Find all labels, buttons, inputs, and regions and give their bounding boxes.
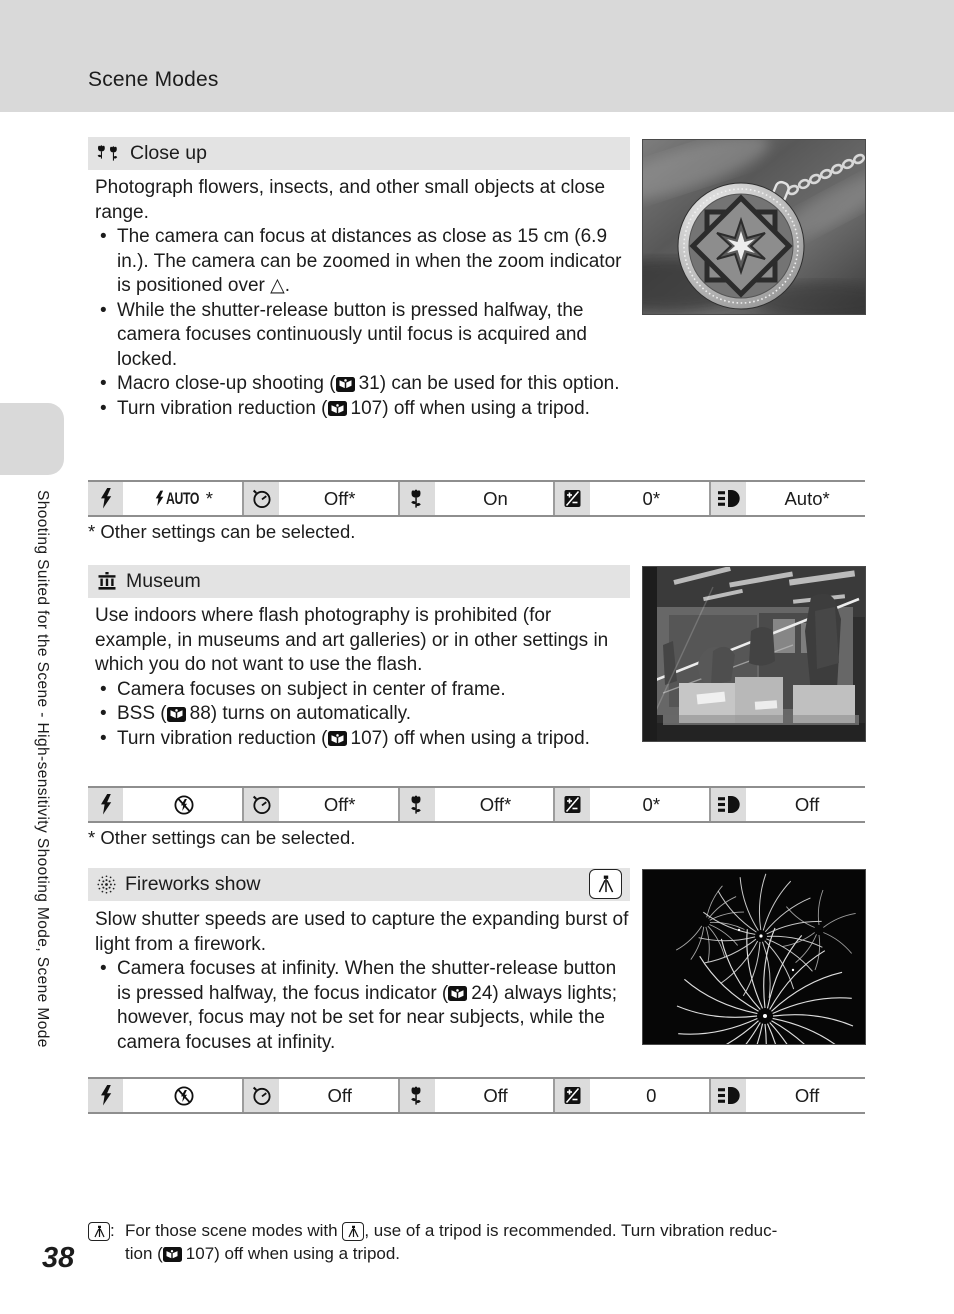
tulips-icon [97,144,121,163]
macro-setting [398,1079,554,1112]
fireworks-intro: Slow shutter speeds are used to capture the expanding burst of light from a firework. [95,909,629,955]
page-ref-icon [163,1247,182,1262]
close-up-bullets [95,225,632,421]
chapter-vertical-label: Shooting Suited for the Scene - High-sensitivity Shooting Mode, Scene Mode [34,490,51,1048]
flash-setting [88,788,242,821]
fireworks-settings-table [88,1077,865,1114]
self-timer-value: Off [327,1084,352,1106]
museum-intro: Use indoors where flash photography is prohibited (for example, in museums and art galleries) or in other settings in which you do not want to use the flash. [95,605,609,675]
fireworks-icon [97,875,116,894]
flash-value [126,788,242,821]
museum-settings-table [88,786,865,823]
section-header-museum [88,565,630,598]
self-timer-icon [244,788,282,821]
exposure-compensation-icon [555,1079,593,1112]
flash-setting [88,1079,242,1112]
tripod-footnote [88,1220,870,1265]
macro-icon [400,1079,438,1112]
fireworks-bullets [95,957,632,1055]
exposure-compensation-icon [555,482,593,515]
flash-icon [88,482,126,515]
section-title: Fireworks show [125,873,261,895]
macro-setting [398,788,554,821]
bullet: • Macro close-up shooting ( 31) can be used for this option. [95,372,632,397]
flash-off-icon [173,794,195,816]
page-ref-icon [448,986,467,1001]
page-ref-icon [167,707,186,722]
exposure-compensation-value: 0 [646,1084,657,1106]
section-header-fireworks-show [88,868,630,901]
section-header-close-up [88,137,630,170]
af-assist-icon [711,1079,749,1112]
flash-value: AUTO * [126,482,242,515]
page-ref-icon [328,731,347,746]
museum-sample-photo [642,566,866,742]
self-timer-setting [242,482,398,515]
af-assist-value: Off [794,1084,820,1106]
af-assist-setting [709,482,865,515]
self-timer-icon [244,482,282,515]
self-timer-setting [242,1079,398,1112]
bullet: • BSS ( 88) turns on automatically. [95,702,632,727]
bullet: • Turn vibration reduction ( 107) off when using a tripod. [95,727,632,752]
flash-bolt-icon [155,490,164,507]
bullet: • Camera focuses on subject in center of frame. [95,678,632,703]
bullet: • The camera can focus at distances as close as 15 cm (6.9 in.). The camera can be zoomed in when the zoom indicator is positioned over △. [95,225,632,299]
close-up-sample-photo [642,139,866,315]
close-up-body [95,176,632,421]
macro-icon [400,482,438,515]
fireworks-body [95,908,632,1055]
bullet: • Camera focuses at infinity. When the shutter-release button is pressed halfway, the focus indicator ( 24) always lights; however, focus may not be set for near subjects, while the camera focuses at infinity. [95,957,632,1055]
chapter-band [0,0,954,112]
macro-icon [400,788,438,821]
bullet: • While the shutter-release button is pressed halfway, the camera focuses continuously until focus is acquired and locked. [95,299,632,373]
af-assist-icon [711,482,749,515]
self-timer-setting [242,788,398,821]
settings-footnote: * Other settings can be selected. [88,521,356,542]
section-title: Close up [130,142,207,164]
af-assist-icon [711,788,749,821]
flash-setting [88,482,242,515]
macro-value: Off* [479,793,512,815]
flash-icon [88,788,126,821]
fireworks-sample-photo [642,869,866,1045]
tripod-icon [88,1222,110,1241]
exposure-compensation-value: 0* [642,487,661,509]
tripod-footnote-text: For those scene modes with , use of a tripod is recommended. Turn vibration reduc- tion ( 107) off when using a tripod. [125,1221,778,1263]
bullet: • Turn vibration reduction ( 107) off when using a tripod. [95,397,632,422]
museum-icon [97,572,117,591]
section-title: Museum [126,570,201,592]
close-up-settings-table [88,480,865,517]
self-timer-value: Off* [323,793,356,815]
page-number: 38 [42,1242,75,1274]
tripod-footnote-lead: : [88,1220,125,1265]
museum-body [95,604,632,751]
af-assist-setting [709,1079,865,1112]
close-up-intro: Photograph flowers, insects, and other small objects at close range. [95,177,606,223]
page-ref-icon [328,401,347,416]
museum-bullets [95,678,632,752]
af-assist-setting [709,788,865,821]
page-title: Scene Modes [88,68,219,91]
af-assist-value: Off [794,793,820,815]
chapter-tab [0,403,64,475]
tripod-icon [342,1222,364,1241]
exposure-compensation-icon [555,788,593,821]
flash-value [126,1079,242,1112]
af-assist-value: Auto* [784,487,830,509]
exposure-compensation-value: 0* [642,793,661,815]
self-timer-icon [244,1079,282,1112]
flash-off-icon [173,1085,195,1107]
macro-value: On [483,487,508,509]
macro-setting [398,482,554,515]
self-timer-value: Off* [323,487,356,509]
flash-icon [88,1079,126,1112]
page-ref-icon [336,377,355,392]
exposure-compensation-setting [553,482,709,515]
exposure-compensation-setting [553,788,709,821]
settings-footnote: * Other settings can be selected. [88,827,356,848]
exposure-compensation-setting [553,1079,709,1112]
tripod-icon [589,869,622,899]
macro-value: Off [483,1084,508,1106]
